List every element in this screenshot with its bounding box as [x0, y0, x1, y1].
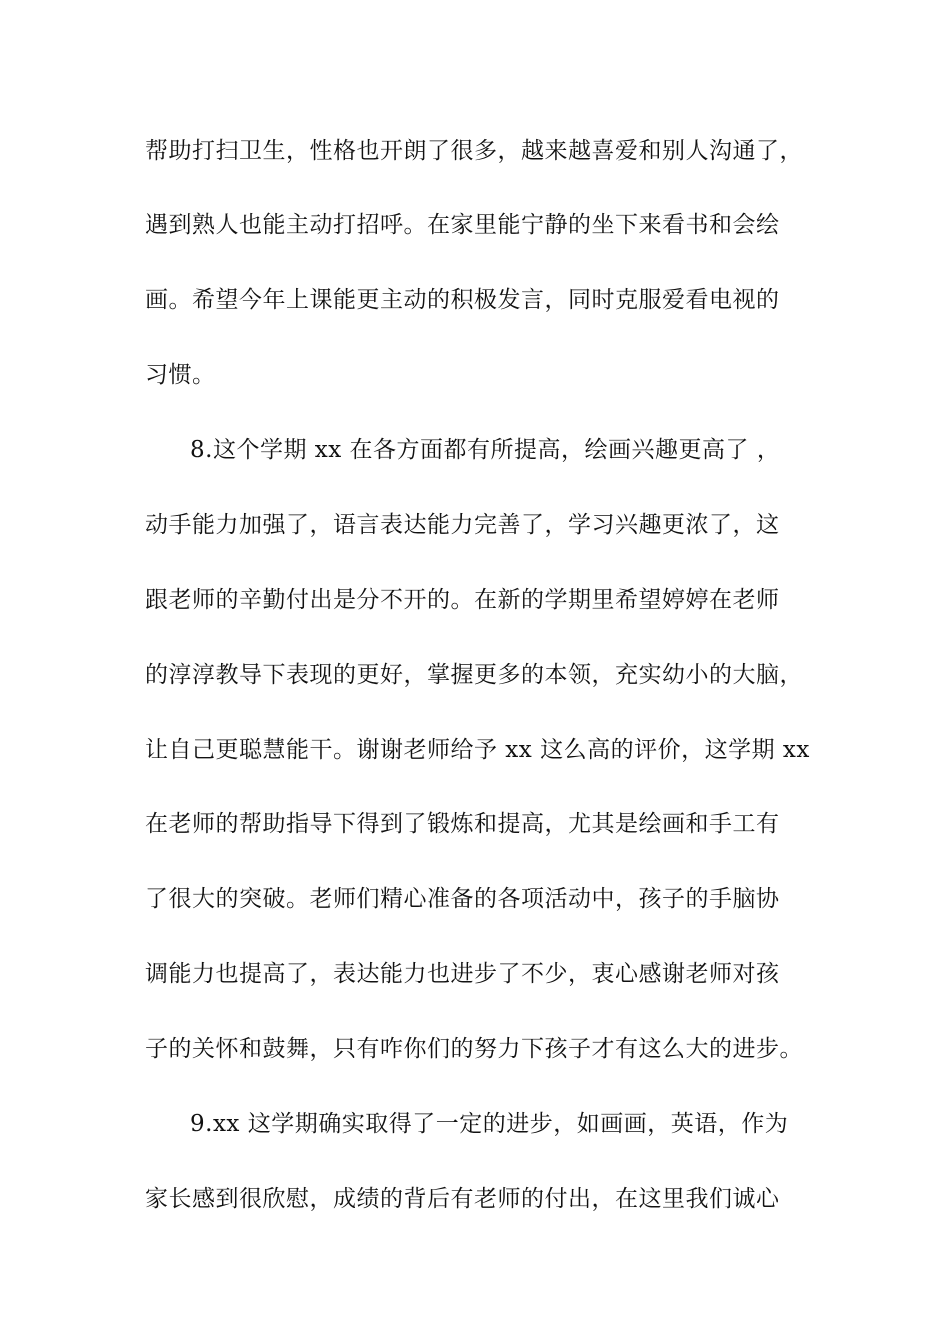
text-line: 的淳淳教导下表现的更好，掌握更多的本领，充实幼小的大脑，: [145, 662, 803, 688]
text-line: 习惯。: [145, 362, 216, 388]
text-line: 画。希望今年上课能更主动的积极发言，同时克服爱看电视的: [145, 287, 780, 313]
text-line: 让自己更聪慧能干。谢谢老师给予 xx 这么高的评价，这学期 xx: [145, 737, 810, 763]
text-line: 帮助打扫卫生，性格也开朗了很多，越来越喜爱和别人沟通了，: [145, 138, 803, 164]
text-line: 动手能力加强了，语言表达能力完善了，学习兴趣更浓了，这: [145, 512, 780, 538]
text-line: 在老师的帮助指导下得到了锻炼和提高，尤其是绘画和手工有: [145, 811, 780, 837]
text-line: 家长感到很欣慰，成绩的背后有老师的付出，在这里我们诚心: [145, 1186, 780, 1212]
text-line: 调能力也提高了，表达能力也进步了不少，衷心感谢老师对孩: [145, 961, 780, 987]
paragraph-8-start: 8.这个学期 xx 在各方面都有所提高，绘画兴趣更高了 ，: [190, 437, 781, 463]
text-line: 跟老师的辛勤付出是分不开的。在新的学期里希望婷婷在老师: [145, 587, 780, 613]
text-line: 了很大的突破。老师们精心准备的各项活动中，孩子的手脑协: [145, 886, 780, 912]
paragraph-9-start: 9.xx 这学期确实取得了一定的进步，如画画，英语，作为: [190, 1111, 789, 1137]
text-line: 遇到熟人也能主动打招呼。在家里能宁静的坐下来看书和会绘: [145, 212, 780, 238]
text-line: 子的关怀和鼓舞，只有咋你们的努力下孩子才有这么大的进步。: [145, 1036, 803, 1062]
